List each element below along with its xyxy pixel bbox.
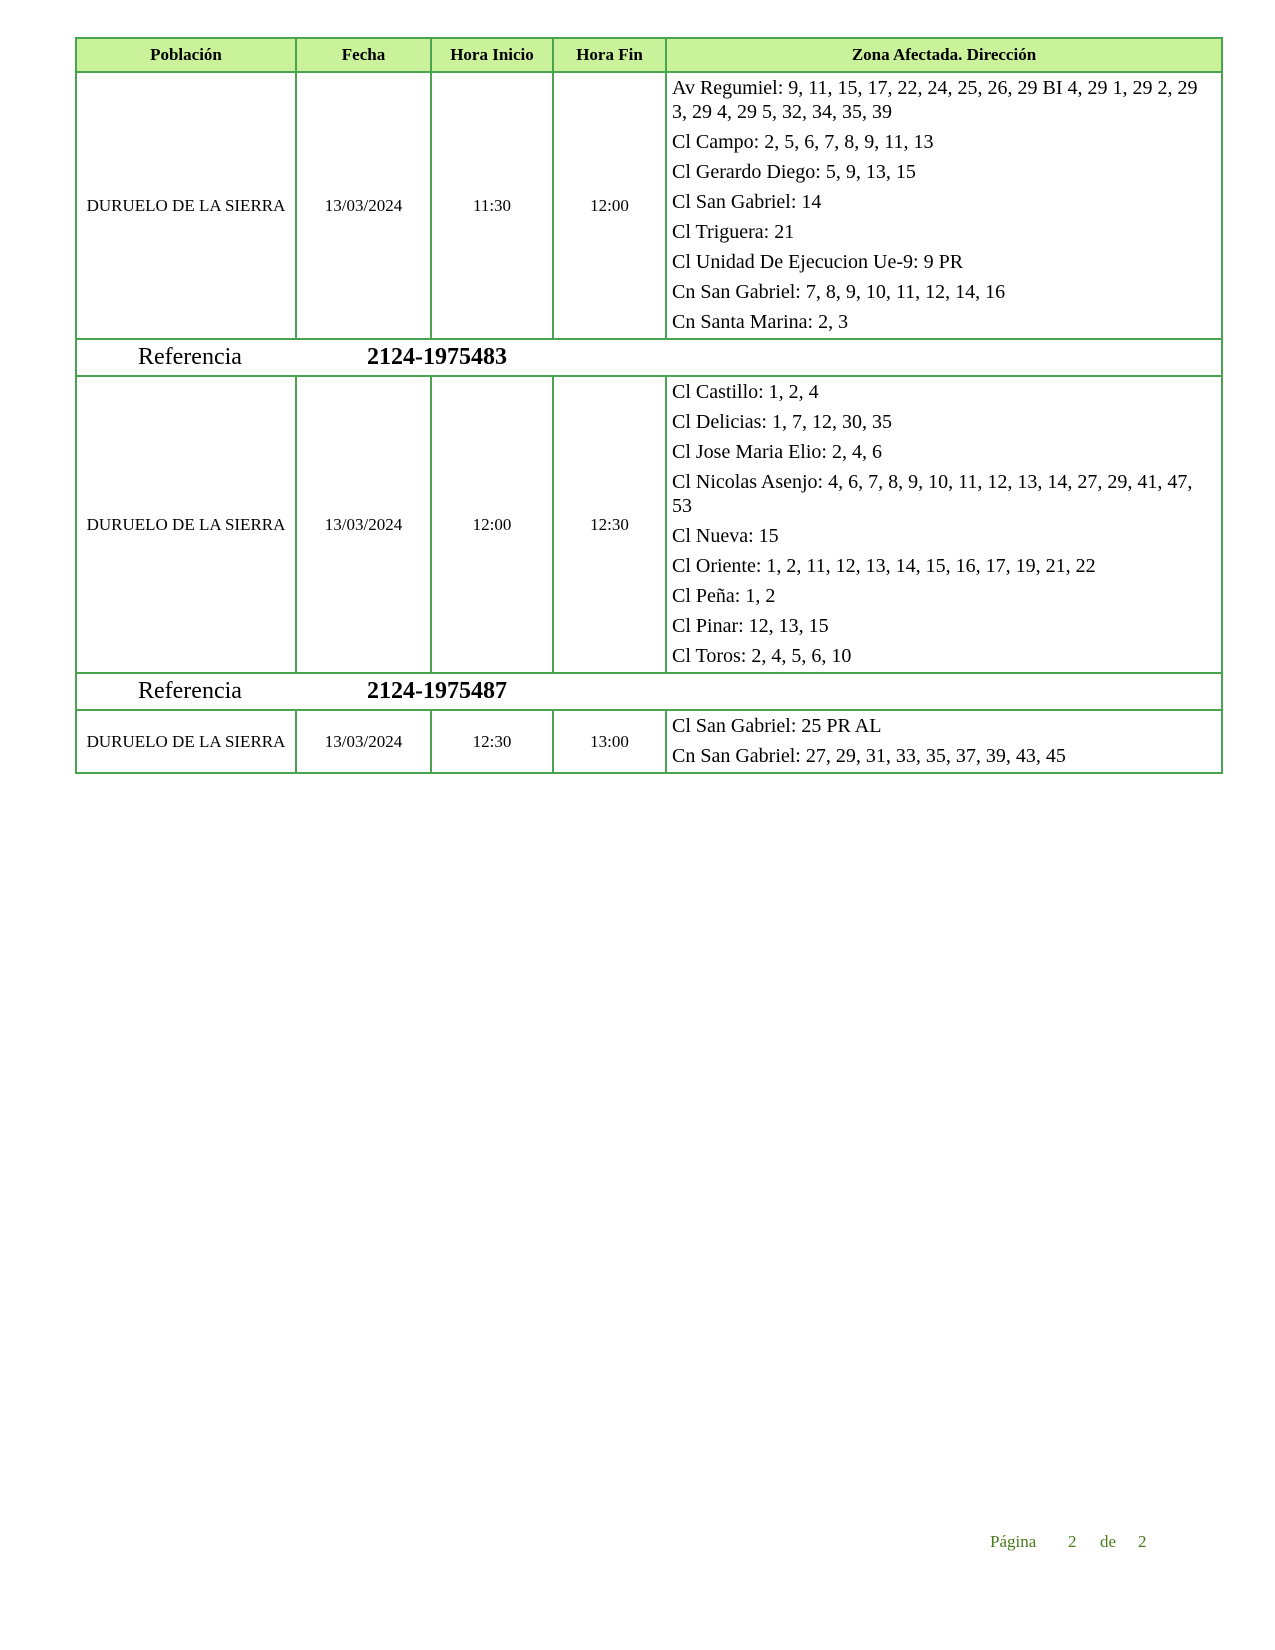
fecha-cell: 13/03/2024 bbox=[296, 710, 431, 773]
header-hora-inicio: Hora Inicio bbox=[431, 38, 553, 72]
address-line: Cn Santa Marina: 2, 3 bbox=[672, 311, 849, 333]
address-line: Cl Nueva: 15 bbox=[672, 525, 779, 547]
address-line: Cl Oriente: 1, 2, 11, 12, 13, 14, 15, 16, 17, 19, 21, 22 bbox=[672, 555, 1096, 577]
header-fecha: Fecha bbox=[296, 38, 431, 72]
address-line: Cn San Gabriel: 27, 29, 31, 33, 35, 37, 39, 43, 45 bbox=[672, 745, 1066, 767]
address-line: Cl Delicias: 1, 7, 12, 30, 35 bbox=[672, 411, 892, 433]
address-line: Cl Peña: 1, 2 bbox=[672, 585, 776, 607]
outage-schedule-table bbox=[75, 37, 1223, 774]
address-line: Av Regumiel: 9, 11, 15, 17, 22, 24, 25, 26, 29 BI 4, 29 1, 29 2, 29 3, 29 4, 29 5, 32, 34, 35, 39 bbox=[672, 77, 1198, 123]
reference-row bbox=[76, 673, 1222, 710]
header-hora-fin: Hora Fin bbox=[553, 38, 666, 72]
reference-value: 2124-1975487 bbox=[367, 678, 507, 704]
table-row bbox=[76, 710, 1222, 773]
fecha-cell: 13/03/2024 bbox=[296, 376, 431, 673]
reference-cell bbox=[76, 339, 1222, 376]
hora-fin-cell: 12:00 bbox=[553, 72, 666, 339]
address-line: Cl Toros: 2, 4, 5, 6, 10 bbox=[672, 645, 852, 667]
fecha-cell: 13/03/2024 bbox=[296, 72, 431, 339]
hora-fin-cell: 13:00 bbox=[553, 710, 666, 773]
header-zona-afectada: Zona Afectada. Dirección bbox=[666, 38, 1222, 72]
address-line: Cl Castillo: 1, 2, 4 bbox=[672, 381, 819, 403]
hora-inicio-cell: 12:00 bbox=[431, 376, 553, 673]
table-row bbox=[76, 72, 1222, 339]
zona-afectada-cell bbox=[666, 710, 1222, 773]
address-line: Cl Nicolas Asenjo: 4, 6, 7, 8, 9, 10, 11, 12, 13, 14, 27, 29, 41, 47, 53 bbox=[672, 471, 1193, 517]
address-line: Cl San Gabriel: 14 bbox=[672, 191, 822, 213]
reference-cell bbox=[76, 673, 1222, 710]
address-line: Cl Pinar: 12, 13, 15 bbox=[672, 615, 829, 637]
address-line: Cl Jose Maria Elio: 2, 4, 6 bbox=[672, 441, 882, 463]
poblacion-cell: DURUELO DE LA SIERRA bbox=[76, 72, 296, 339]
table-header-row bbox=[76, 38, 1222, 72]
page-label: Página bbox=[990, 1532, 1037, 1551]
hora-fin-cell: 12:30 bbox=[553, 376, 666, 673]
current-page-number: 2 bbox=[1068, 1532, 1077, 1551]
address-line: Cn San Gabriel: 7, 8, 9, 10, 11, 12, 14, 16 bbox=[672, 281, 1006, 303]
address-line: Cl Gerardo Diego: 5, 9, 13, 15 bbox=[672, 161, 916, 183]
address-line: Cl San Gabriel: 25 PR AL bbox=[672, 715, 882, 737]
reference-label: Referencia bbox=[138, 344, 242, 370]
table-row bbox=[76, 376, 1222, 673]
reference-row bbox=[76, 339, 1222, 376]
hora-inicio-cell: 11:30 bbox=[431, 72, 553, 339]
header-poblacion: Población bbox=[76, 38, 296, 72]
zona-afectada-cell bbox=[666, 72, 1222, 339]
zona-afectada-cell bbox=[666, 376, 1222, 673]
hora-inicio-cell: 12:30 bbox=[431, 710, 553, 773]
total-pages-number: 2 bbox=[1138, 1532, 1147, 1551]
reference-value: 2124-1975483 bbox=[367, 344, 507, 370]
poblacion-cell: DURUELO DE LA SIERRA bbox=[76, 710, 296, 773]
address-line: Cl Unidad De Ejecucion Ue-9: 9 PR bbox=[672, 251, 964, 273]
page-footer bbox=[990, 1532, 1170, 1552]
poblacion-cell: DURUELO DE LA SIERRA bbox=[76, 376, 296, 673]
of-label: de bbox=[1100, 1532, 1117, 1551]
address-line: Cl Triguera: 21 bbox=[672, 221, 795, 243]
address-line: Cl Campo: 2, 5, 6, 7, 8, 9, 11, 13 bbox=[672, 131, 934, 153]
reference-label: Referencia bbox=[138, 678, 242, 704]
